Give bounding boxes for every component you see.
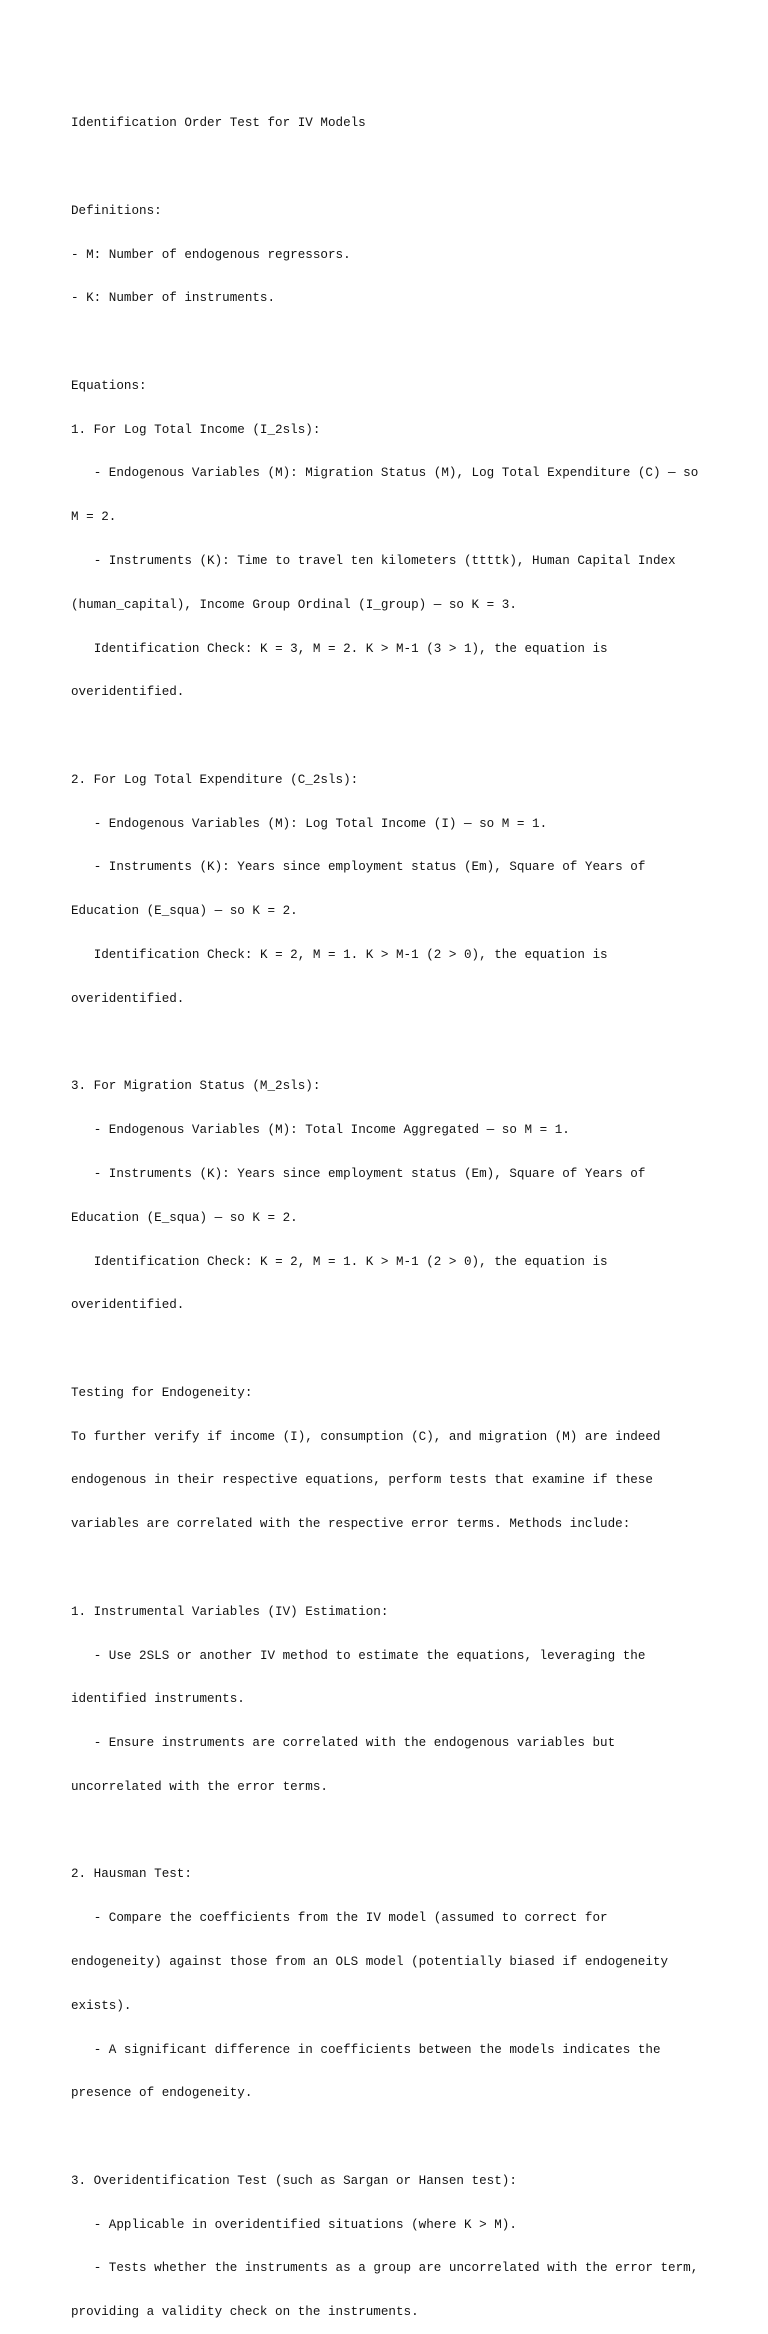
method-1-heading: 1. Instrumental Variables (IV) Estimation: [71, 1604, 389, 1619]
endogeneity-paragraph: endogenous in their respective equations, perform tests that examine if these [71, 1473, 653, 1488]
equation-2-endogenous: - Endogenous Variables (M): Log Total Income (I) — so M = 1. [71, 816, 548, 831]
section-heading-definitions: Definitions: [71, 203, 162, 218]
blank-line [71, 1036, 711, 1051]
method-3-item: - Applicable in overidentified situations (where K > M). [71, 2217, 517, 2232]
method-2-item: - Compare the coefficients from the IV model (assumed to correct for [71, 1911, 608, 1926]
equation-1-endogenous-cont: M = 2. [71, 510, 117, 525]
equation-1-check-cont: overidentified. [71, 685, 185, 700]
equation-1-endogenous: - Endogenous Variables (M): Migration Status (M), Log Total Expenditure (C) — so [71, 466, 699, 481]
method-3-heading: 3. Overidentification Test (such as Sargan or Hansen test): [71, 2173, 517, 2188]
equation-1-instruments-cont: (human_capital), Income Group Ordinal (I_group) — so K = 3. [71, 597, 517, 612]
method-3-item-cont: providing a validity check on the instruments. [71, 2305, 419, 2320]
blank-line [71, 729, 711, 744]
equation-3-instruments-cont: Education (E_squa) — so K = 2. [71, 1210, 298, 1225]
blank-line [71, 1561, 711, 1576]
equation-3-check-cont: overidentified. [71, 1298, 185, 1313]
blank-line [71, 1342, 711, 1357]
method-1-item-cont: uncorrelated with the error terms. [71, 1779, 328, 1794]
equation-3-heading: 3. For Migration Status (M_2sls): [71, 1079, 321, 1094]
endogeneity-paragraph: variables are correlated with the respective error terms. Methods include: [71, 1517, 631, 1532]
section-heading-equations: Equations: [71, 378, 147, 393]
method-2-item-cont: endogeneity) against those from an OLS model (potentially biased if endogeneity [71, 1955, 669, 1969]
definition-m: - M: Number of endogenous regressors. [71, 247, 351, 262]
document-title: Identification Order Test for IV Models [71, 116, 366, 131]
blank-line [71, 160, 711, 175]
equation-2-check-cont: overidentified. [71, 991, 185, 1006]
method-1-item: - Use 2SLS or another IV method to estimate the equations, leveraging the [71, 1648, 646, 1663]
equation-2-heading: 2. For Log Total Expenditure (C_2sls): [71, 772, 359, 787]
blank-line [71, 335, 711, 350]
equation-3-check: Identification Check: K = 2, M = 1. K > M-1 (2 > 0), the equation is [71, 1254, 608, 1269]
section-heading-endogeneity: Testing for Endogeneity: [71, 1385, 253, 1400]
method-2-item: - A significant difference in coefficients between the models indicates the [71, 2042, 661, 2057]
blank-line [71, 2130, 711, 2145]
blank-line [71, 1824, 711, 1839]
method-3-item: - Tests whether the instruments as a group are uncorrelated with the error term, [71, 2261, 699, 2276]
document-body [71, 87, 711, 2334]
equation-2-instruments: - Instruments (K): Years since employment status (Em), Square of Years of [71, 860, 646, 875]
equation-3-endogenous: - Endogenous Variables (M): Total Income Aggregated — so M = 1. [71, 1123, 570, 1138]
method-1-item: - Ensure instruments are correlated with the endogenous variables but [71, 1736, 616, 1751]
method-2-item-cont: exists). [71, 1998, 132, 2013]
equation-1-check: Identification Check: K = 3, M = 2. K > M-1 (3 > 1), the equation is [71, 641, 608, 656]
equation-2-instruments-cont: Education (E_squa) — so K = 2. [71, 904, 298, 919]
endogeneity-paragraph: To further verify if income (I), consumption (C), and migration (M) are indeed [71, 1429, 661, 1444]
method-2-heading: 2. Hausman Test: [71, 1867, 192, 1882]
method-2-item-cont: presence of endogeneity. [71, 2086, 253, 2101]
method-1-item-cont: identified instruments. [71, 1692, 245, 1707]
definition-k: - K: Number of instruments. [71, 291, 276, 306]
equation-1-instruments: - Instruments (K): Time to travel ten kilometers (ttttk), Human Capital Index [71, 554, 676, 568]
equation-2-check: Identification Check: K = 2, M = 1. K > M-1 (2 > 0), the equation is [71, 948, 608, 963]
equation-1-heading: 1. For Log Total Income (I_2sls): [71, 422, 321, 437]
equation-3-instruments: - Instruments (K): Years since employment status (Em), Square of Years of [71, 1166, 646, 1181]
